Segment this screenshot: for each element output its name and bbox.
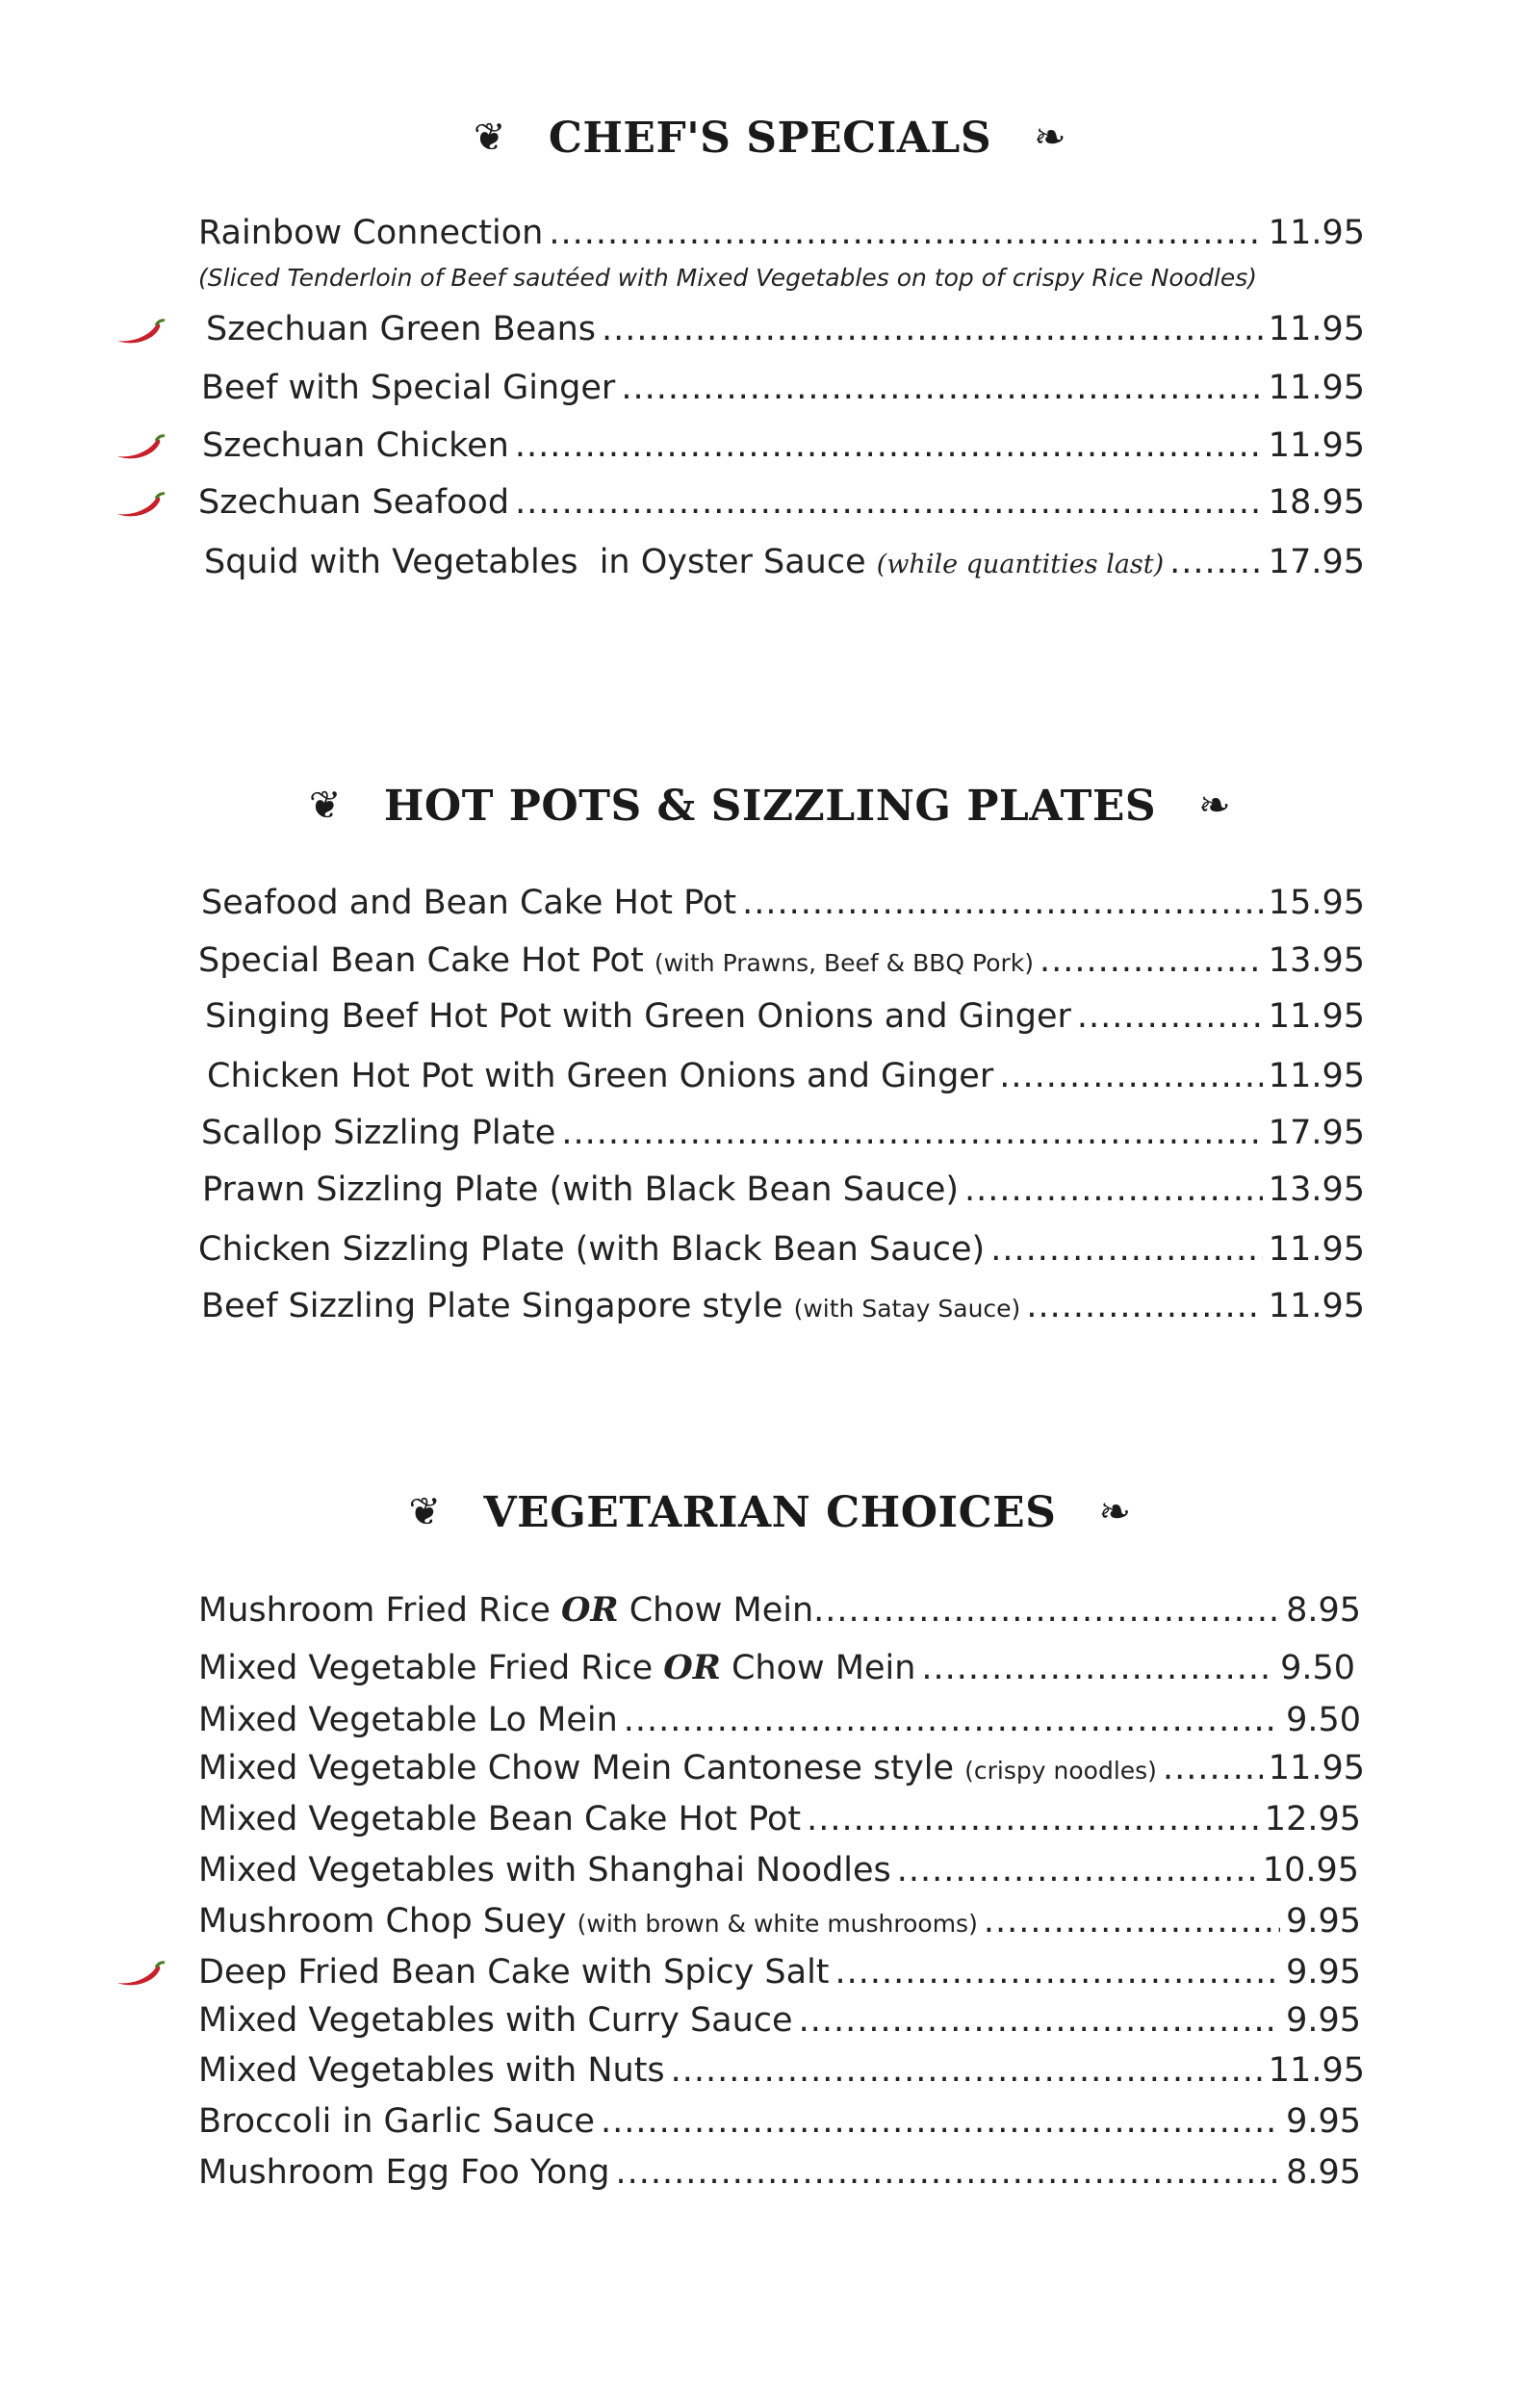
leader-dots bbox=[621, 369, 1262, 407]
item-name bbox=[198, 1902, 978, 1941]
item-price: 11.95 bbox=[1268, 1749, 1365, 1787]
leader-dots bbox=[835, 1953, 1281, 1992]
leader-dots bbox=[921, 1649, 1274, 1687]
item-name: Seafood and Bean Cake Hot Pot bbox=[201, 884, 737, 922]
item-name: Szechuan Chicken bbox=[202, 426, 509, 465]
item-name: Rainbow Connection bbox=[198, 214, 544, 252]
item-price: 18.95 bbox=[1268, 483, 1365, 522]
item-note: (with Satay Sauce) bbox=[793, 1295, 1021, 1323]
item-price: 11.95 bbox=[1268, 369, 1365, 407]
leader-dots bbox=[601, 2102, 1280, 2141]
item-name: Mixed Vegetable Lo Mein bbox=[198, 1701, 618, 1739]
item-price: 13.95 bbox=[1268, 941, 1365, 980]
leader-dots bbox=[561, 1114, 1262, 1152]
item-price: 12.95 bbox=[1264, 1800, 1361, 1838]
menu-item bbox=[198, 2102, 1361, 2150]
item-price: 9.95 bbox=[1286, 1953, 1361, 1992]
menu-item bbox=[198, 214, 1365, 262]
leader-dots bbox=[515, 483, 1263, 522]
item-name: Mixed Vegetables with Curry Sauce bbox=[198, 2001, 793, 2040]
menu-item bbox=[198, 1902, 1361, 1950]
leader-dots bbox=[807, 1800, 1259, 1838]
leader-dots bbox=[742, 884, 1263, 922]
fleuron-right-icon: ❧ bbox=[1034, 115, 1067, 160]
fleuron-left-icon: ❦ bbox=[308, 783, 342, 828]
leader-dots bbox=[1040, 941, 1263, 980]
item-price: 11.95 bbox=[1268, 214, 1365, 252]
item-price: 9.50 bbox=[1280, 1649, 1355, 1687]
leader-dots bbox=[624, 1701, 1280, 1739]
section-title: CHEF'S SPECIALS bbox=[548, 114, 992, 163]
item-name-text: Mushroom Fried Rice bbox=[198, 1591, 551, 1630]
item-name bbox=[198, 543, 1164, 581]
fleuron-left-icon: ❦ bbox=[408, 1489, 442, 1534]
item-price: 11.95 bbox=[1268, 2051, 1365, 2090]
section-heading-hot-pots bbox=[0, 782, 1540, 832]
menu-item bbox=[198, 1590, 1361, 1638]
menu-item bbox=[198, 1851, 1359, 1899]
item-price: 9.50 bbox=[1286, 1701, 1361, 1739]
item-name-text: Beef Sizzling Plate Singapore style bbox=[201, 1287, 783, 1325]
menu-item bbox=[198, 2051, 1365, 2099]
item-name-text: Squid with Vegetables in Oyster Sauce bbox=[204, 543, 866, 581]
item-name: Prawn Sizzling Plate (with Black Bean Sauce) bbox=[202, 1170, 960, 1209]
item-name bbox=[198, 1648, 915, 1687]
item-name: Scallop Sizzling Plate bbox=[201, 1114, 556, 1152]
leader-dots bbox=[799, 2001, 1280, 2040]
leader-dots bbox=[1169, 543, 1263, 581]
menu-item bbox=[198, 310, 1365, 358]
leader-dots bbox=[1163, 1749, 1263, 1787]
item-name-alt: Chow Mein bbox=[731, 1649, 916, 1687]
chili-pepper-icon bbox=[114, 1960, 166, 1989]
leader-dots bbox=[984, 1902, 1280, 1941]
leader-dots bbox=[990, 1230, 1263, 1269]
item-name bbox=[198, 941, 1034, 980]
item-price: 9.95 bbox=[1286, 2001, 1361, 2040]
item-or: OR bbox=[663, 1648, 721, 1687]
item-name-text: Mixed Vegetable Chow Mein Cantonese style bbox=[198, 1749, 955, 1787]
item-name: Mixed Vegetables with Nuts bbox=[198, 2051, 665, 2090]
menu-item bbox=[198, 1701, 1361, 1749]
leader-dots bbox=[602, 310, 1263, 348]
item-name: Beef with Special Ginger bbox=[201, 369, 616, 407]
leader-dots bbox=[897, 1851, 1257, 1890]
item-name-text: Special Bean Cake Hot Pot bbox=[198, 941, 644, 980]
item-price: 11.95 bbox=[1268, 1287, 1365, 1325]
item-name: Chicken Sizzling Plate (with Black Bean Sauce) bbox=[198, 1230, 986, 1269]
section-title: HOT POTS & SIZZLING PLATES bbox=[383, 782, 1157, 831]
item-name: Mushroom Egg Foo Yong bbox=[198, 2153, 610, 2192]
item-price: 10.95 bbox=[1262, 1851, 1359, 1890]
menu-item bbox=[198, 997, 1365, 1045]
item-name bbox=[198, 1749, 1157, 1787]
item-name: Szechuan Green Beans bbox=[206, 310, 597, 348]
item-name: Mixed Vegetable Bean Cake Hot Pot bbox=[198, 1800, 802, 1838]
chili-pepper-icon bbox=[114, 318, 166, 347]
menu-item bbox=[198, 543, 1365, 591]
item-price: 11.95 bbox=[1268, 310, 1365, 348]
item-note: (with brown & white mushrooms) bbox=[577, 1910, 978, 1938]
item-note: (with Prawns, Beef & BBQ Pork) bbox=[654, 949, 1035, 977]
item-name: Broccoli in Garlic Sauce bbox=[198, 2102, 595, 2141]
menu-item bbox=[198, 2153, 1361, 2201]
menu-item bbox=[198, 884, 1365, 932]
menu-item bbox=[198, 1953, 1361, 2001]
leader-dots bbox=[1026, 1287, 1262, 1325]
item-note: (crispy noodles) bbox=[964, 1757, 1157, 1785]
section-heading-chefs-specials bbox=[0, 114, 1540, 164]
item-name-text: Mushroom Chop Suey bbox=[198, 1902, 567, 1941]
leader-dots bbox=[1077, 997, 1263, 1036]
item-name-text: Mixed Vegetable Fried Rice bbox=[198, 1649, 654, 1687]
menu-item bbox=[198, 1648, 1355, 1696]
item-price: 9.95 bbox=[1286, 1902, 1361, 1941]
menu-item bbox=[198, 941, 1365, 990]
chili-pepper-icon bbox=[114, 491, 166, 520]
fleuron-right-icon: ❧ bbox=[1098, 1489, 1132, 1534]
item-price: 11.95 bbox=[1268, 1230, 1365, 1269]
section-title: VEGETARIAN CHOICES bbox=[483, 1488, 1057, 1537]
leader-dots bbox=[964, 1170, 1263, 1209]
menu-item bbox=[198, 483, 1365, 531]
item-name: Chicken Hot Pot with Green Onions and Ginger bbox=[207, 1057, 994, 1095]
section-heading-vegetarian bbox=[0, 1488, 1540, 1538]
menu-item bbox=[198, 1230, 1365, 1278]
item-description: (Sliced Tenderloin of Beef sautéed with Mixed Vegetables on top of crispy Rice Noodles) bbox=[198, 264, 1257, 292]
item-price: 8.95 bbox=[1286, 1591, 1361, 1630]
item-name bbox=[198, 1590, 813, 1630]
menu-item bbox=[198, 2001, 1361, 2049]
item-price: 13.95 bbox=[1268, 1170, 1365, 1209]
item-price: 15.95 bbox=[1268, 884, 1365, 922]
item-price: 8.95 bbox=[1286, 2153, 1361, 2192]
fleuron-right-icon: ❧ bbox=[1198, 783, 1232, 828]
leader-dots bbox=[813, 1591, 1280, 1630]
item-price: 11.95 bbox=[1268, 426, 1365, 465]
item-price: 9.95 bbox=[1286, 2102, 1361, 2141]
menu-item bbox=[198, 1800, 1361, 1848]
item-name: Mixed Vegetables with Shanghai Noodles bbox=[198, 1851, 891, 1890]
item-name: Deep Fried Bean Cake with Spicy Salt bbox=[198, 1953, 830, 1992]
item-price: 11.95 bbox=[1268, 997, 1365, 1036]
leader-dots bbox=[999, 1057, 1263, 1095]
menu-item bbox=[198, 1114, 1365, 1162]
item-or: OR bbox=[561, 1590, 619, 1630]
chili-pepper-icon bbox=[114, 433, 166, 462]
item-note: (while quantities last) bbox=[876, 550, 1165, 579]
item-name bbox=[198, 1287, 1020, 1325]
item-name-alt: Chow Mein bbox=[629, 1591, 814, 1630]
menu-item bbox=[198, 426, 1365, 475]
menu-item bbox=[198, 1170, 1365, 1219]
menu-item bbox=[198, 1287, 1365, 1335]
leader-dots bbox=[549, 214, 1262, 252]
item-price: 17.95 bbox=[1268, 543, 1365, 581]
menu-item bbox=[198, 1749, 1365, 1797]
leader-dots bbox=[671, 2051, 1263, 2090]
item-name: Singing Beef Hot Pot with Green Onions and Ginger bbox=[205, 997, 1071, 1036]
item-price: 17.95 bbox=[1268, 1114, 1365, 1152]
menu-item bbox=[198, 1057, 1365, 1105]
leader-dots bbox=[515, 426, 1263, 465]
item-price: 11.95 bbox=[1268, 1057, 1365, 1095]
fleuron-left-icon: ❦ bbox=[473, 115, 506, 160]
item-name: Szechuan Seafood bbox=[198, 483, 510, 522]
leader-dots bbox=[616, 2153, 1281, 2192]
menu-item bbox=[198, 369, 1365, 417]
